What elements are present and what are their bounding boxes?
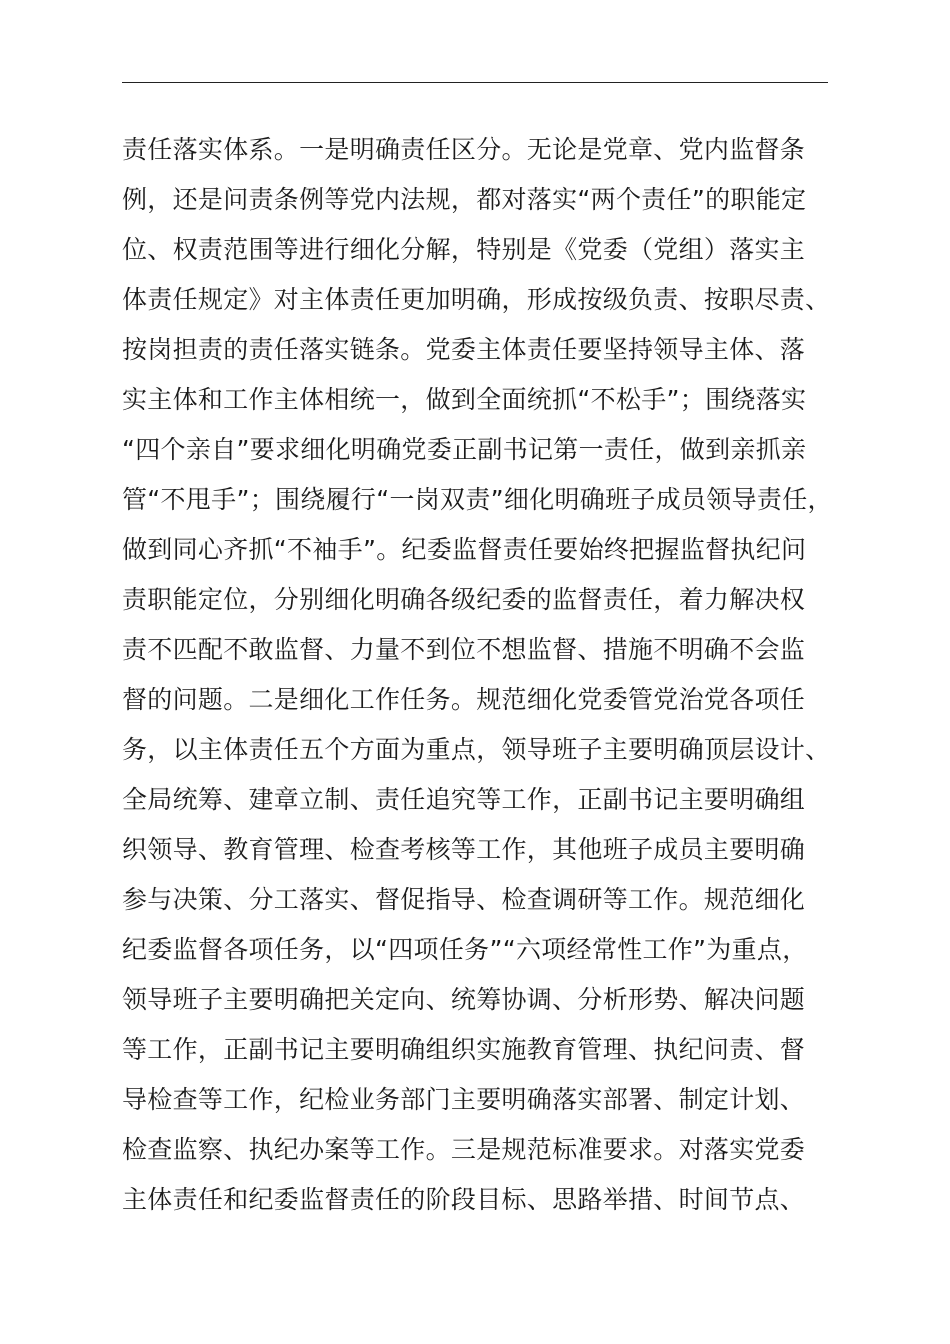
text-line: 责任落实体系。一是明确责任区分。无论是党章、党内监督条 — [122, 135, 806, 164]
text-line: 领导班子主要明确把关定向、统筹协调、分析形势、解决问题 — [122, 985, 806, 1014]
text-line: “四个亲自”要求细化明确党委正副书记第一责任，做到亲抓亲 — [122, 435, 807, 464]
text-line: 织领导、教育管理、检查考核等工作，其他班子成员主要明确 — [122, 835, 806, 864]
text-line: 导检查等工作，纪检业务部门主要明确落实部署、制定计划、 — [122, 1085, 806, 1114]
text-line: 务，以主体责任五个方面为重点，领导班子主要明确顶层设计、 — [122, 735, 831, 764]
body-text — [122, 125, 862, 1225]
header-rule — [122, 82, 828, 83]
text-line: 全局统筹、建章立制、责任追究等工作，正副书记主要明确组 — [122, 785, 806, 814]
text-line: 参与决策、分工落实、督促指导、检查调研等工作。规范细化 — [122, 885, 806, 914]
text-line: 位、权责范围等进行细化分解，特别是《党委（党组）落实主 — [122, 235, 806, 264]
text-line: 体责任规定》对主体责任更加明确，形成按级负责、按职尽责、 — [122, 285, 831, 314]
text-line: 纪委监督各项任务，以“四项任务”“六项经常性工作”为重点， — [122, 935, 808, 964]
text-line: 管“不甩手”；围绕履行“一岗双责”细化明确班子成员领导责任， — [122, 485, 833, 514]
text-line: 检查监察、执纪办案等工作。三是规范标准要求。对落实党委 — [122, 1135, 806, 1164]
text-line: 督的问题。二是细化工作任务。规范细化党委管党治党各项任 — [122, 685, 806, 714]
text-line: 责不匹配不敢监督、力量不到位不想监督、措施不明确不会监 — [122, 635, 806, 664]
text-line: 实主体和工作主体相统一，做到全面统抓“不松手”；围绕落实 — [122, 385, 807, 414]
text-line: 例，还是问责条例等党内法规，都对落实“两个责任”的职能定 — [122, 185, 807, 214]
text-line: 做到同心齐抓“不袖手”。纪委监督责任要始终把握监督执纪问 — [122, 535, 807, 564]
text-line: 等工作，正副书记主要明确组织实施教育管理、执纪问责、督 — [122, 1035, 806, 1064]
text-line: 主体责任和纪委监督责任的阶段目标、思路举措、时间节点、 — [122, 1185, 806, 1214]
text-line: 责职能定位，分别细化明确各级纪委的监督责任，着力解决权 — [122, 585, 806, 614]
text-line: 按岗担责的责任落实链条。党委主体责任要坚持领导主体、落 — [122, 335, 806, 364]
